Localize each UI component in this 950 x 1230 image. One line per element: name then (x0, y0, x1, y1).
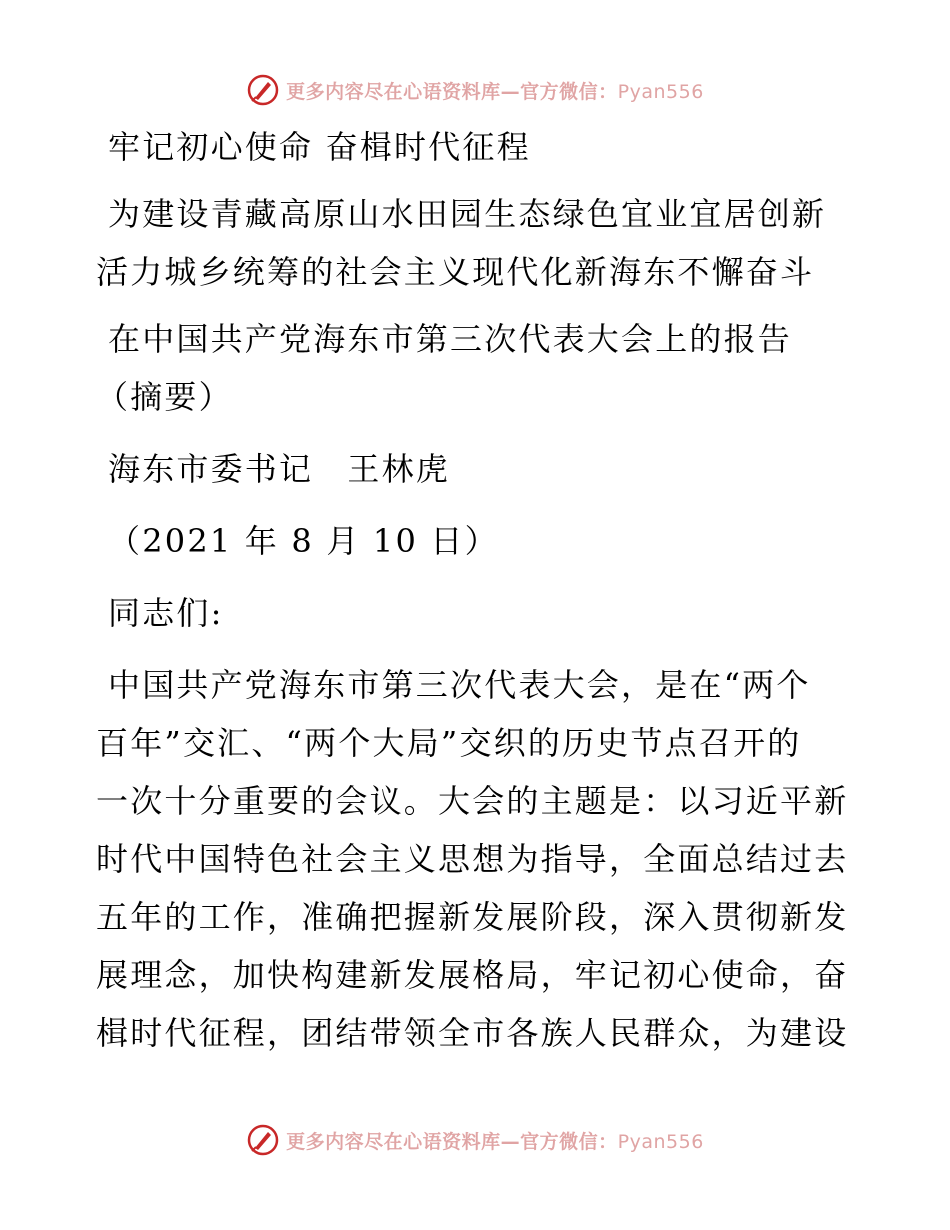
body-line: 五年的工作，准确把握新发展阶段，深入贯彻新发 (96, 898, 849, 936)
date-line: （2021 年 8 月 10 日） (108, 522, 499, 560)
body-line: 楫时代征程，团结带领全市各族人民群众，为建设 (96, 1014, 849, 1052)
watermark-text (286, 77, 704, 104)
watermark-label: 更多内容尽在心语资料库—官方微信： (286, 80, 618, 103)
author-line: 海东市委书记 王林虎 (108, 450, 451, 488)
watermark-footer (0, 1120, 950, 1160)
body-line: 百年”交汇、“两个大局”交织的历史节点召开的 (96, 724, 802, 762)
subtitle-line-2: 活力城乡统筹的社会主义现代化新海东不懈奋斗 (96, 253, 815, 291)
report-title-line-2: （摘要） (96, 378, 233, 416)
body-line: 展理念，加快构建新发展格局，牢记初心使命，奋 (96, 956, 849, 994)
body-line: 一次十分重要的会议。大会的主题是：以习近平新 (96, 782, 849, 820)
salutation: 同志们: (108, 594, 224, 632)
body-line: 时代中国特色社会主义思想为指导，全面总结过去 (96, 840, 849, 878)
quill-logo-icon (246, 1123, 280, 1157)
document-title: 牢记初心使命 奋楫时代征程 (108, 128, 531, 166)
quill-logo-icon (246, 73, 280, 107)
watermark-wechat-id: Pyan556 (617, 80, 704, 103)
watermark-label: 更多内容尽在心语资料库—官方微信： (286, 1130, 618, 1153)
watermark-text (286, 1127, 704, 1154)
watermark-wechat-id: Pyan556 (617, 1130, 704, 1153)
report-title-line-1: 在中国共产党海东市第三次代表大会上的报告 (108, 320, 793, 358)
document-body (96, 118, 856, 1062)
body-line: 中国共产党海东市第三次代表大会，是在“两个 (108, 666, 811, 704)
subtitle-line-1: 为建设青藏高原山水田园生态绿色宜业宜居创新 (108, 195, 827, 233)
watermark-header (0, 70, 950, 110)
